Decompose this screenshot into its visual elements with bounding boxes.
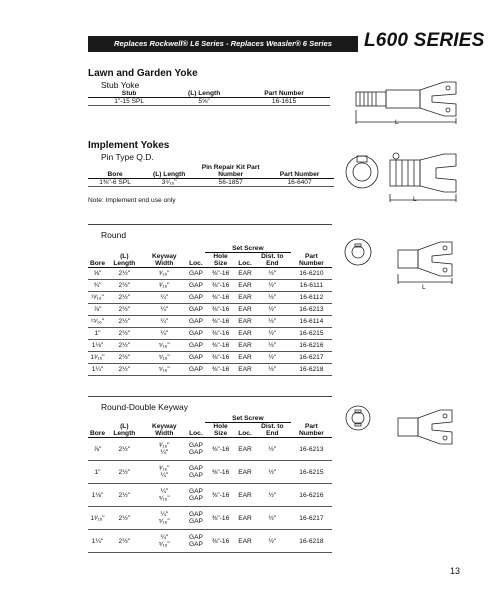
cell: ¾" bbox=[88, 280, 107, 292]
cell: 2½" bbox=[107, 316, 142, 328]
cell: ½" bbox=[254, 268, 291, 280]
cell: 1⅛" bbox=[88, 340, 107, 352]
cell: ⅜"-16 bbox=[205, 328, 236, 340]
cell: 16-1615 bbox=[238, 98, 330, 106]
col-header: Dist. to End bbox=[254, 423, 291, 438]
cell: 2½" bbox=[107, 461, 142, 484]
cell-line: GAP bbox=[188, 518, 203, 525]
cell-line: ¼" bbox=[160, 472, 169, 479]
cell: 1" bbox=[88, 461, 107, 484]
cell: EAR bbox=[236, 340, 254, 352]
cell-line: GAP bbox=[188, 472, 203, 479]
table-row bbox=[88, 179, 334, 187]
cell: 2½" bbox=[107, 530, 142, 553]
cell: 2½" bbox=[107, 304, 142, 316]
dimension-label: L bbox=[395, 119, 399, 126]
cell: ¹³⁄₁₆" bbox=[88, 292, 107, 304]
cell: ⅜"-16 bbox=[205, 304, 236, 316]
round-double-title: Round-Double Keyway bbox=[101, 402, 188, 412]
dimension-label: L bbox=[422, 284, 426, 291]
lawn-yoke-subtitle: Stub Yoke bbox=[101, 80, 140, 90]
cell: ½" bbox=[254, 530, 291, 553]
col-header: Stub bbox=[88, 90, 170, 98]
table-row bbox=[88, 340, 332, 352]
round-table bbox=[88, 245, 332, 376]
cell bbox=[142, 530, 187, 553]
col-header: Part Number bbox=[238, 90, 330, 98]
cell: 1⅛" bbox=[88, 484, 107, 507]
cell: EAR bbox=[236, 507, 254, 530]
cell bbox=[142, 461, 187, 484]
cell: GAP bbox=[187, 340, 205, 352]
col-header: (L) Length bbox=[107, 253, 142, 268]
col-header: Loc. bbox=[187, 253, 205, 268]
col-header: Loc. bbox=[236, 423, 254, 438]
cell: ⅜"-16 bbox=[205, 268, 236, 280]
col-header: Part Number bbox=[291, 253, 332, 268]
table-row bbox=[88, 530, 332, 553]
cell: 16-6217 bbox=[291, 507, 332, 530]
lawn-yoke-title: Lawn and Garden Yoke bbox=[88, 68, 198, 79]
cell: ⁵⁄₁₆" bbox=[142, 340, 187, 352]
col-header: Keyway Width bbox=[142, 423, 187, 438]
cell-line: ¼" bbox=[160, 449, 169, 456]
table-row bbox=[88, 438, 332, 461]
set-screw-header: Set Screw bbox=[205, 415, 291, 423]
col-header: Hole Size bbox=[205, 253, 236, 268]
table-row bbox=[88, 292, 332, 304]
table-row bbox=[88, 484, 332, 507]
cell: ⅜"-16 bbox=[205, 484, 236, 507]
cell: EAR bbox=[236, 461, 254, 484]
cell: 1⅜"-6 SPL bbox=[88, 179, 142, 187]
table-row bbox=[88, 316, 332, 328]
cell: EAR bbox=[236, 304, 254, 316]
cell: EAR bbox=[236, 530, 254, 553]
col-header: (L) Length bbox=[142, 164, 196, 179]
col-header: Loc. bbox=[187, 423, 205, 438]
cell: ⅜"-16 bbox=[205, 530, 236, 553]
cell: ⅝" bbox=[88, 268, 107, 280]
table-row bbox=[88, 507, 332, 530]
table-row bbox=[88, 304, 332, 316]
cell-line: ⁵⁄₁₆" bbox=[158, 495, 170, 502]
implement-yokes-subtitle: Pin Type Q.D. bbox=[101, 152, 154, 162]
cell: GAP bbox=[187, 328, 205, 340]
cell: ¼" bbox=[142, 328, 187, 340]
col-header: Part Number bbox=[291, 423, 332, 438]
implement-yokes-table bbox=[88, 164, 334, 187]
col-header: Keyway Width bbox=[142, 253, 187, 268]
cell: GAP bbox=[187, 364, 205, 376]
cell: 2½" bbox=[107, 292, 142, 304]
cell: EAR bbox=[236, 316, 254, 328]
cell: ⅜"-16 bbox=[205, 507, 236, 530]
cell: 1"-15 SPL bbox=[88, 98, 170, 106]
cell-line: GAP bbox=[188, 511, 203, 518]
cell: 2½" bbox=[107, 280, 142, 292]
cell: ½" bbox=[254, 484, 291, 507]
cell: 16-6215 bbox=[291, 328, 332, 340]
cell-line: ³⁄₁₆" bbox=[158, 442, 170, 449]
cell: ½" bbox=[254, 352, 291, 364]
cell: EAR bbox=[236, 268, 254, 280]
cell: ⁵⁄₁₆" bbox=[142, 352, 187, 364]
cell-line: ¼" bbox=[160, 534, 169, 541]
cell: 16-6218 bbox=[291, 530, 332, 553]
cell: ⅜"-16 bbox=[205, 352, 236, 364]
table-row bbox=[88, 280, 332, 292]
cell: ½" bbox=[254, 328, 291, 340]
cell bbox=[187, 438, 205, 461]
page-number: 13 bbox=[450, 566, 461, 576]
cell: 16-6112 bbox=[291, 292, 332, 304]
dimension-label: L bbox=[413, 196, 417, 203]
cell: ⅞" bbox=[88, 438, 107, 461]
col-header: Hole Size bbox=[205, 423, 236, 438]
cell: EAR bbox=[236, 328, 254, 340]
table-row bbox=[88, 328, 332, 340]
round-title: Round bbox=[101, 230, 127, 240]
cell: 1" bbox=[88, 328, 107, 340]
cell: 1¼" bbox=[88, 530, 107, 553]
cell: ⅜"-16 bbox=[205, 292, 236, 304]
col-header: (L) Length bbox=[170, 90, 238, 98]
section-divider bbox=[88, 396, 332, 397]
cell bbox=[187, 484, 205, 507]
lawn-yoke-table bbox=[88, 90, 330, 106]
cell: 16-6114 bbox=[291, 316, 332, 328]
cell: 16-6216 bbox=[291, 484, 332, 507]
cell-line: ⁵⁄₁₆" bbox=[158, 541, 170, 548]
stub-yoke-diagram bbox=[352, 78, 462, 130]
cell: 16-6111 bbox=[291, 280, 332, 292]
cell: EAR bbox=[236, 364, 254, 376]
cell-line: ³⁄₁₆" bbox=[158, 465, 170, 472]
cell: ⁵⁄₁₆" bbox=[142, 364, 187, 376]
col-header: Pin Repair Kit Part Number bbox=[196, 164, 265, 179]
cell: ⅜"-16 bbox=[205, 280, 236, 292]
col-header: (L) Length bbox=[107, 423, 142, 438]
series-title: L600 SERIES bbox=[364, 30, 485, 51]
cell bbox=[187, 461, 205, 484]
cell: 16-6210 bbox=[291, 268, 332, 280]
cell: 2½" bbox=[107, 352, 142, 364]
table-row bbox=[88, 352, 332, 364]
cell: 1³⁄₁₆" bbox=[88, 507, 107, 530]
cell: 5⅝" bbox=[170, 98, 238, 106]
cell: 16-6407 bbox=[265, 179, 334, 187]
table-row bbox=[88, 364, 332, 376]
col-header: Bore bbox=[88, 423, 107, 438]
cell-line: GAP bbox=[188, 534, 203, 541]
cell: 2½" bbox=[107, 364, 142, 376]
cell-line: GAP bbox=[188, 465, 203, 472]
cell: GAP bbox=[187, 292, 205, 304]
cell: ½" bbox=[254, 316, 291, 328]
cell: EAR bbox=[236, 352, 254, 364]
cell: 2½" bbox=[107, 268, 142, 280]
cell: ½" bbox=[254, 304, 291, 316]
cell: ⅜"-16 bbox=[205, 316, 236, 328]
set-screw-header: Set Screw bbox=[205, 245, 291, 253]
cell: ½" bbox=[254, 340, 291, 352]
cell: 2½" bbox=[107, 507, 142, 530]
cell: ½" bbox=[254, 438, 291, 461]
cell: EAR bbox=[236, 292, 254, 304]
cell-line: GAP bbox=[188, 442, 203, 449]
cell: 2½" bbox=[107, 340, 142, 352]
round-yoke-diagram bbox=[340, 236, 470, 294]
table-row bbox=[88, 98, 330, 106]
col-header: Bore bbox=[88, 164, 142, 179]
cell-line: GAP bbox=[188, 449, 203, 456]
cell: ⅜"-16 bbox=[205, 340, 236, 352]
col-header: Bore bbox=[88, 253, 107, 268]
col-header: Dist. to End bbox=[254, 253, 291, 268]
cell: ³⁄₁₆" bbox=[142, 268, 187, 280]
col-header: Part Number bbox=[265, 164, 334, 179]
cell: 16-6213 bbox=[291, 438, 332, 461]
cell: 2½" bbox=[107, 328, 142, 340]
cell: EAR bbox=[236, 438, 254, 461]
cell-line: ¼" bbox=[160, 488, 169, 495]
cell: 2½" bbox=[107, 484, 142, 507]
cell: GAP bbox=[187, 280, 205, 292]
cell: 56-1857 bbox=[196, 179, 265, 187]
cell: GAP bbox=[187, 352, 205, 364]
cell: 16-6213 bbox=[291, 304, 332, 316]
cell: ¼" bbox=[142, 304, 187, 316]
cell: ½" bbox=[254, 364, 291, 376]
cell: EAR bbox=[236, 280, 254, 292]
cell: ⅜"-16 bbox=[205, 461, 236, 484]
cell-line: GAP bbox=[188, 488, 203, 495]
cell bbox=[142, 438, 187, 461]
table-row bbox=[88, 461, 332, 484]
col-header: Loc. bbox=[236, 253, 254, 268]
cell: ½" bbox=[254, 280, 291, 292]
cell: 1¼" bbox=[88, 364, 107, 376]
cell-line: ⁵⁄₁₆" bbox=[158, 518, 170, 525]
table-row bbox=[88, 268, 332, 280]
cell: ¼" bbox=[142, 292, 187, 304]
cell bbox=[187, 530, 205, 553]
cell: 16-6215 bbox=[291, 461, 332, 484]
implement-note: Note: Implement end use only bbox=[88, 197, 176, 204]
cell: 3⁹⁄₁₆" bbox=[142, 179, 196, 187]
round-double-yoke-diagram bbox=[340, 404, 470, 456]
cell: 1³⁄₁₆" bbox=[88, 352, 107, 364]
round-double-table bbox=[88, 415, 332, 553]
cell-line: ¼" bbox=[160, 511, 169, 518]
cell: ¼" bbox=[142, 316, 187, 328]
cell: ½" bbox=[254, 292, 291, 304]
implement-yokes-title: Implement Yokes bbox=[88, 140, 170, 151]
cell: 16-6218 bbox=[291, 364, 332, 376]
cell: ¹⁵⁄₁₆" bbox=[88, 316, 107, 328]
section-divider bbox=[88, 224, 332, 225]
cell: ⅜"-16 bbox=[205, 364, 236, 376]
cell bbox=[142, 484, 187, 507]
cell bbox=[142, 507, 187, 530]
cell: 16-6217 bbox=[291, 352, 332, 364]
cell: EAR bbox=[236, 484, 254, 507]
cell: ³⁄₁₆" bbox=[142, 280, 187, 292]
cell: 2½" bbox=[107, 438, 142, 461]
cell: ½" bbox=[254, 507, 291, 530]
cell: ½" bbox=[254, 461, 291, 484]
pin-yoke-diagram bbox=[340, 150, 470, 208]
cell: ⅜"-16 bbox=[205, 438, 236, 461]
cell bbox=[187, 507, 205, 530]
cell-line: GAP bbox=[188, 541, 203, 548]
cell-line: GAP bbox=[188, 495, 203, 502]
cell: 16-6216 bbox=[291, 340, 332, 352]
cell: GAP bbox=[187, 268, 205, 280]
cell: GAP bbox=[187, 304, 205, 316]
cell: ⅞" bbox=[88, 304, 107, 316]
series-banner: Replaces Rockwell® L6 Series - Replaces Weasler® 6 Series bbox=[88, 36, 358, 52]
cell: GAP bbox=[187, 316, 205, 328]
